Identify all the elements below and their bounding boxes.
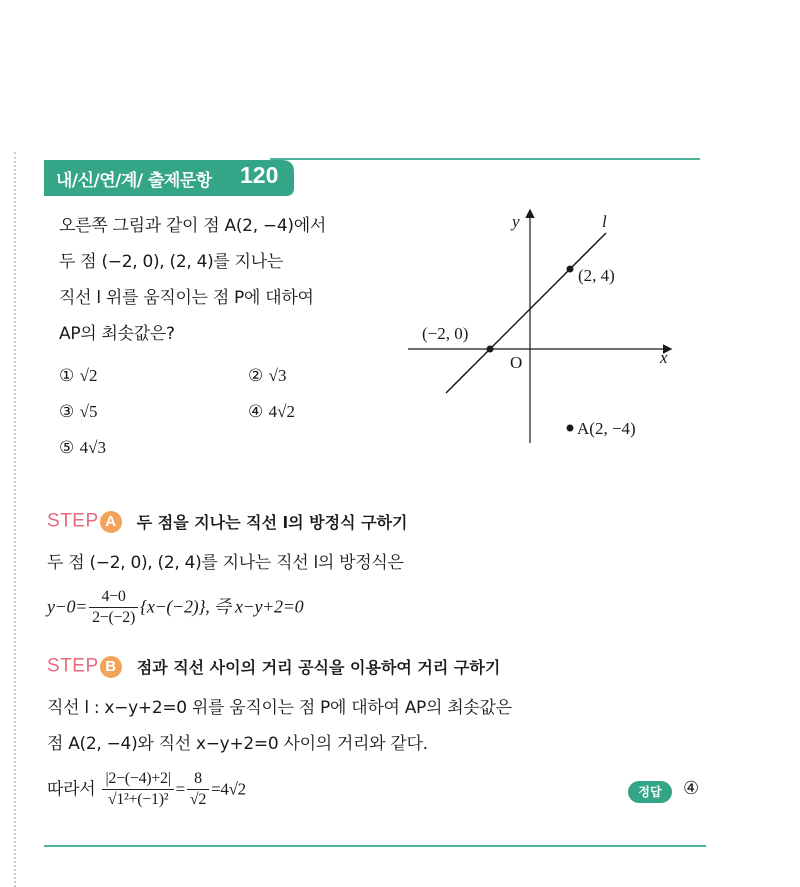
step-b-frac2-num: 8 [187, 770, 209, 790]
point-c-dot [487, 346, 494, 353]
step-a-title: 두 점을 지나는 직선 l의 방정식 구하기 [136, 513, 408, 532]
answer-badge: 정답 [628, 781, 672, 803]
step-b-line-2: 점 A(2, −4)와 직선 x−y+2=0 사이의 거리와 같다. [47, 734, 428, 754]
choice-4-value: 4√2 [268, 402, 295, 421]
point-b-dot [567, 266, 574, 273]
line-l-label: l [602, 212, 607, 231]
choice-2-mark: ② [248, 366, 264, 386]
origin-label: O [510, 353, 523, 372]
step-a-frac-num: 4−0 [89, 588, 138, 608]
step-a-heading [47, 510, 407, 533]
step-b-frac1-den: √1²+(−1)² [107, 791, 169, 808]
choice-5-value: 4√3 [79, 438, 106, 457]
choice-5[interactable] [59, 438, 106, 458]
point-a-label: A(2, −4) [577, 419, 636, 438]
step-b-conclusion [47, 770, 246, 809]
step-b-label: STEP [47, 655, 99, 677]
choice-1[interactable] [59, 366, 98, 386]
line-l [446, 233, 606, 393]
step-a-eq-prefix: y−0= [47, 596, 88, 617]
choice-3-value: √5 [79, 402, 98, 421]
point-b-label: (2, 4) [578, 266, 615, 285]
problem-line-3: 직선 l 위를 움직이는 점 P에 대하여 [59, 288, 314, 308]
choice-2[interactable] [248, 366, 287, 386]
step-a-line-1: 두 점 (−2, 0), (2, 4)를 지나는 직선 l의 방정식은 [47, 553, 404, 573]
choice-5-mark: ⑤ [59, 438, 75, 458]
step-b-frac1-num: |2−(−4)+2| [102, 770, 173, 790]
step-b-line-1: 직선 l : x−y+2=0 위를 움직이는 점 P에 대하여 AP의 최솟값은 [47, 698, 512, 718]
step-a-letter: A [100, 511, 122, 533]
step-b-equals: = [175, 779, 185, 799]
choice-3-mark: ③ [59, 402, 75, 422]
point-c-label: (−2, 0) [422, 324, 469, 343]
step-b-frac2-den: √2 [189, 791, 207, 808]
choice-1-value: √2 [79, 366, 98, 385]
coordinate-graph [408, 205, 678, 450]
step-b-conclusion-prefix: 따라서 [47, 779, 96, 800]
problem-line-2: 두 점 (−2, 0), (2, 4)를 지나는 [59, 252, 284, 272]
choice-2-value: √3 [268, 366, 287, 385]
step-a-fraction [89, 588, 138, 627]
header-number: 120 [240, 162, 279, 188]
header-title: 내/신/연/계/ 출제문항 [56, 171, 212, 191]
choice-4[interactable] [248, 402, 295, 422]
step-b-letter: B [100, 656, 122, 678]
step-b-fraction-2 [187, 770, 209, 809]
x-axis-label: x [660, 348, 668, 367]
step-b-title: 점과 직선 사이의 거리 공식을 이용하여 거리 구하기 [136, 658, 501, 677]
problem-line-1: 오른쪽 그림과 같이 점 A(2, −4)에서 [59, 216, 326, 236]
step-a-eq-suffix: {x−(−2)}, 즉 x−y+2=0 [140, 596, 304, 617]
left-dotted-margin [14, 152, 16, 887]
choice-1-mark: ① [59, 366, 75, 386]
header-rule [270, 158, 700, 160]
problem-line-4: AP의 최솟값은? [59, 324, 175, 344]
step-b-fraction-1 [102, 770, 173, 809]
step-b-heading [47, 655, 500, 678]
step-a-frac-den: 2−(−2) [92, 609, 135, 626]
answer-value: ④ [683, 778, 700, 799]
step-b-result: =4√2 [211, 779, 246, 799]
choice-3[interactable] [59, 402, 98, 422]
choice-4-mark: ④ [248, 402, 264, 422]
point-a-dot [567, 425, 574, 432]
bottom-rule [44, 845, 706, 847]
step-a-equation [47, 588, 303, 627]
problem-header-badge [44, 160, 294, 196]
step-a-label: STEP [47, 510, 99, 532]
y-axis-label: y [512, 212, 520, 231]
